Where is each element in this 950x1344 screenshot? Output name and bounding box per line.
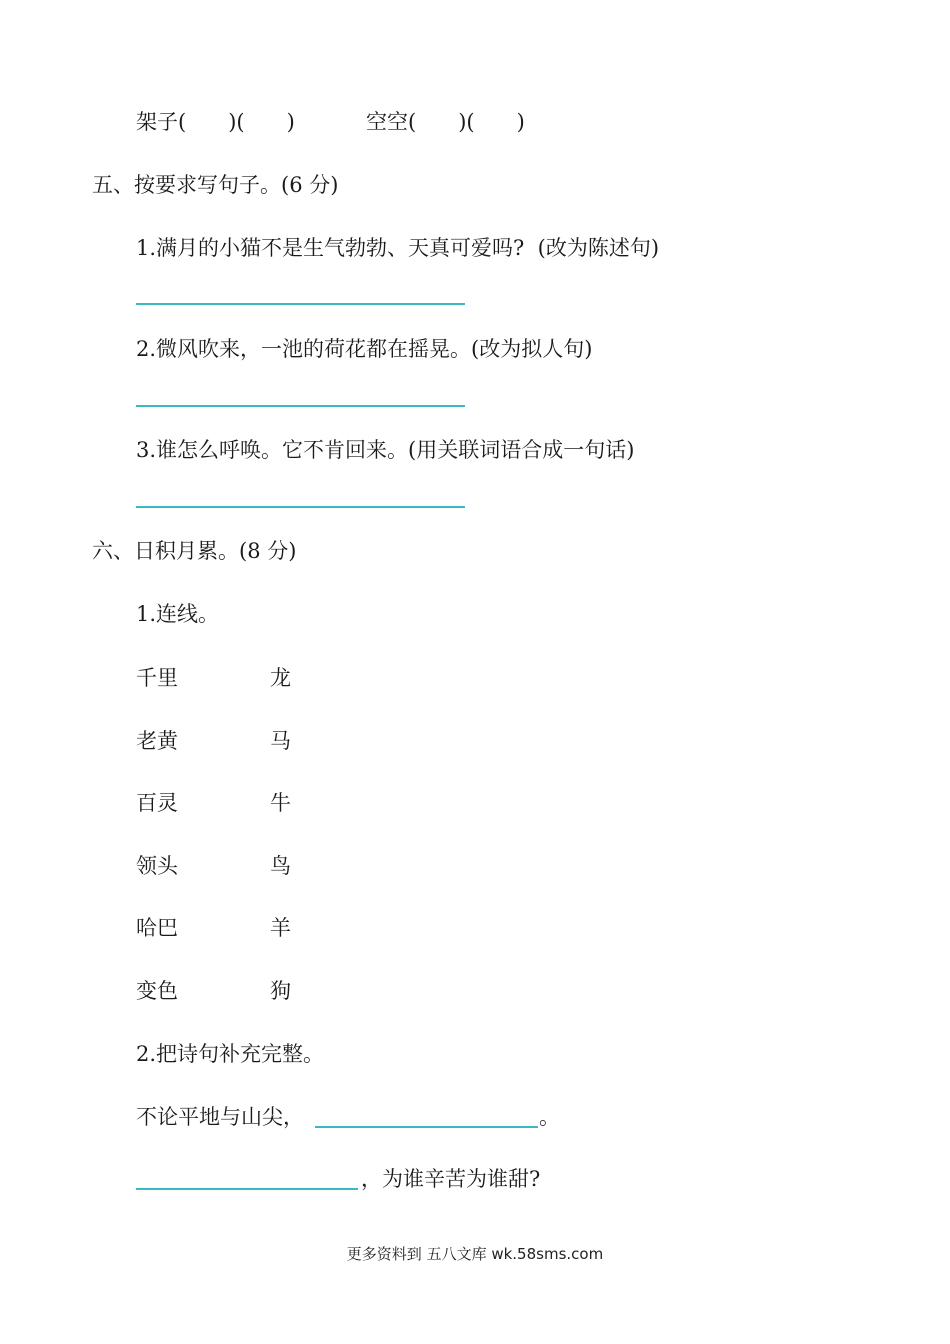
- match-right-item: 鸟: [270, 854, 291, 878]
- match-left-item: 哈巴: [136, 916, 178, 940]
- match-left-item: 变色: [136, 979, 178, 1003]
- poem-instruction: 2.把诗句补充完整。: [136, 1042, 325, 1066]
- answer-line-2[interactable]: [136, 405, 465, 407]
- section5-question-2: 2.微风吹来，一池的荷花都在摇晃。(改为拟人句): [136, 337, 593, 361]
- match-right-item: 牛: [270, 791, 291, 815]
- fill-blank-jiazi: 架子( )( ): [136, 110, 295, 134]
- match-left-item: 老黄: [136, 729, 178, 753]
- answer-line-3[interactable]: [136, 506, 465, 508]
- matching-instruction: 1.连线。: [136, 602, 220, 626]
- poem-blank-2[interactable]: [136, 1188, 358, 1190]
- poem-line-1-suffix: 。: [539, 1105, 560, 1129]
- poem-line-2-suffix: ，为谁辛苦为谁甜?: [361, 1167, 541, 1191]
- match-right-item: 狗: [270, 979, 291, 1003]
- match-right-item: 龙: [270, 666, 291, 690]
- match-left-item: 千里: [136, 666, 178, 690]
- poem-blank-1[interactable]: [315, 1126, 538, 1128]
- match-left-item: 百灵: [136, 791, 178, 815]
- fill-blank-kongkong: 空空( )( ): [366, 110, 525, 134]
- match-right-item: 马: [270, 729, 291, 753]
- section5-question-1: 1.满月的小猫不是生气勃勃、天真可爱吗? (改为陈述句): [136, 236, 660, 260]
- section5-heading: 五、按要求写句子。(6 分): [92, 173, 339, 197]
- poem-line-1-prefix: 不论平地与山尖，: [136, 1105, 304, 1129]
- match-right-item: 羊: [270, 916, 291, 940]
- answer-line-1[interactable]: [136, 303, 465, 305]
- footer-source: 更多资料到 五八文库 wk.58sms.com: [346, 1245, 604, 1263]
- match-left-item: 领头: [136, 854, 178, 878]
- section5-question-3: 3.谁怎么呼唤。它不肯回来。(用关联词语合成一句话): [136, 438, 635, 462]
- section6-heading: 六、日积月累。(8 分): [92, 539, 297, 563]
